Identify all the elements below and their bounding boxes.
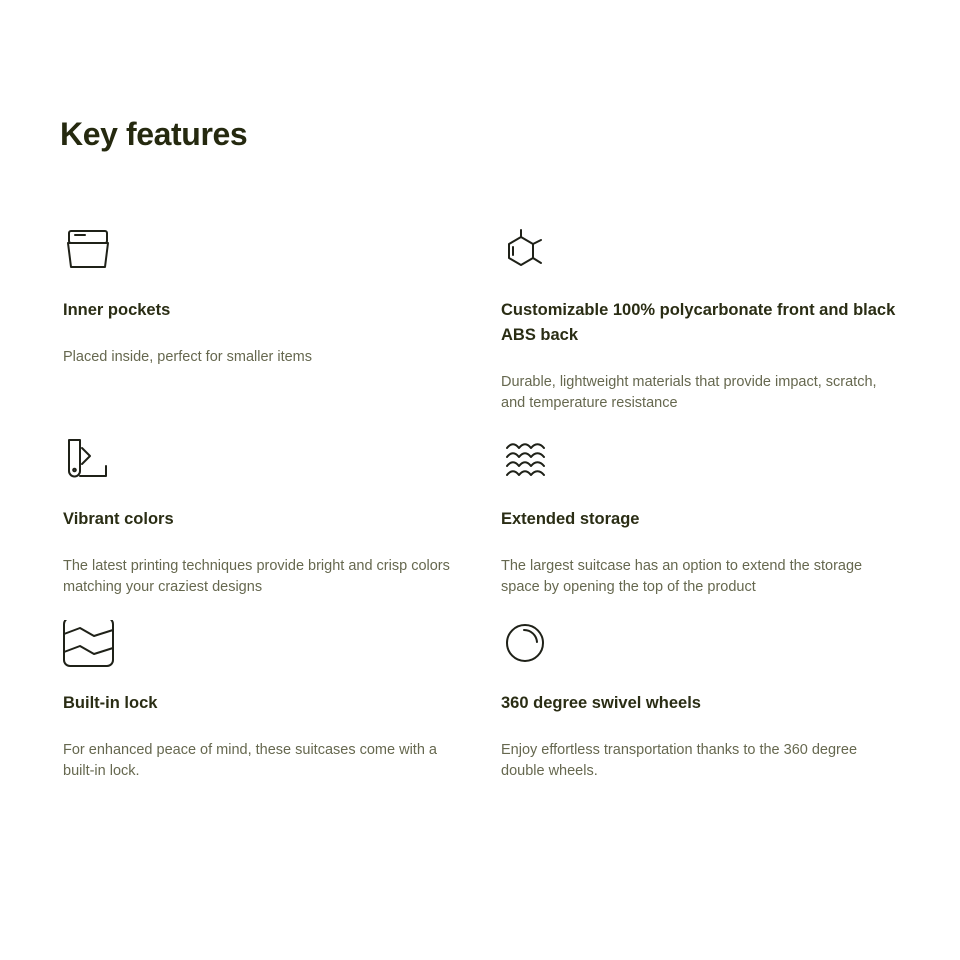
feature-description: Durable, lightweight materials that provide impact, scratch, and temperature resistance	[501, 374, 877, 411]
feature-title: Built-in lock	[63, 694, 158, 712]
feature-description: The largest suitcase has an option to extend the storage space by opening the top of the product	[501, 558, 863, 595]
lock-icon	[60, 620, 114, 674]
page-title: Key features	[60, 116, 248, 152]
feature-title: Vibrant colors	[63, 510, 174, 528]
pocket-icon	[60, 226, 114, 280]
feature-title: Extended storage	[501, 510, 640, 528]
color-swatch-icon	[60, 436, 114, 490]
feature-description: Placed inside, perfect for smaller items	[63, 349, 313, 365]
polycarbonate-molecule-icon	[498, 226, 552, 280]
feature-title: Customizable 100% polycarbonate front and black ABS back	[501, 301, 896, 344]
feature-description: For enhanced peace of mind, these suitcases come with a built-in lock.	[63, 742, 437, 779]
wheel-icon	[498, 620, 552, 674]
feature-title: 360 degree swivel wheels	[501, 694, 701, 712]
feature-description: Enjoy effortless transportation thanks to the 360 degree double wheels.	[501, 742, 858, 779]
feature-description: The latest printing techniques provide bright and crisp colors matching your craziest designs	[63, 558, 450, 595]
feature-title: Inner pockets	[63, 301, 171, 319]
waves-icon	[498, 436, 552, 490]
